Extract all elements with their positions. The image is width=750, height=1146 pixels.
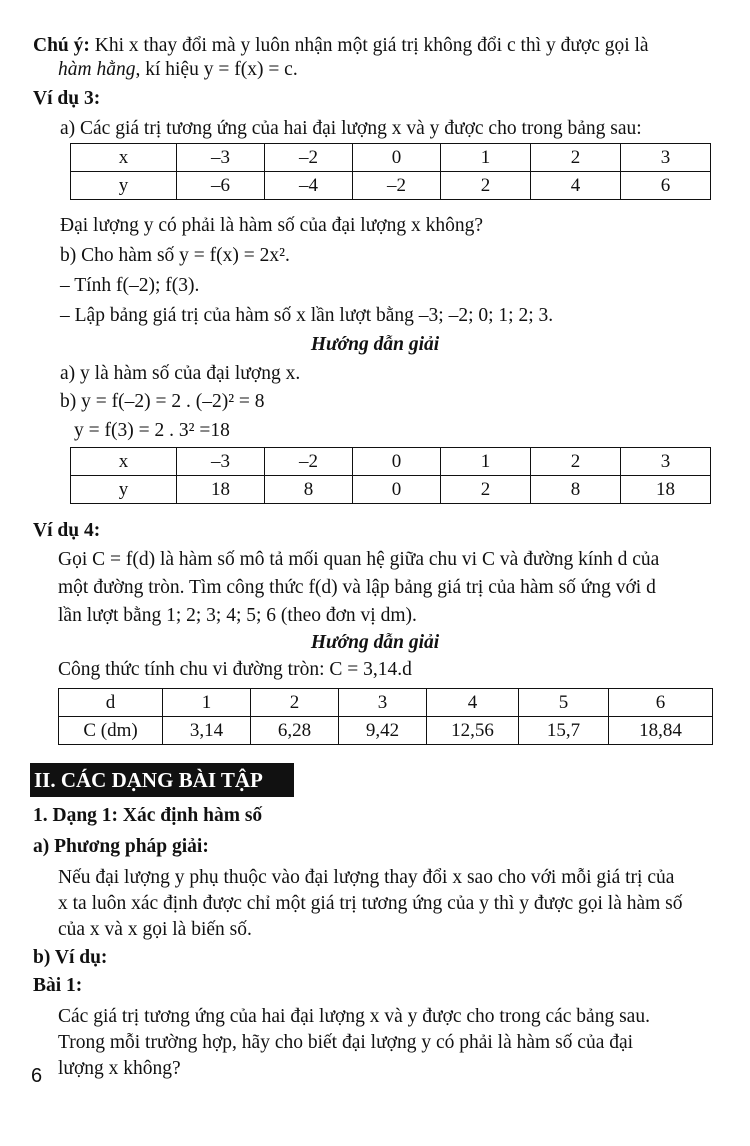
table-cell: 2 xyxy=(531,144,621,172)
example3-table2 xyxy=(70,447,711,504)
note-line-2 xyxy=(58,57,298,82)
table-cell: 2 xyxy=(531,448,621,476)
section-heading: II. CÁC DẠNG BÀI TẬP xyxy=(30,763,294,797)
example3-sol-b1: b) y = f(–2) = 2 . (–2)² = 8 xyxy=(60,391,265,412)
example3-b-formula: b) Cho hàm số y = f(x) = 2x² xyxy=(60,245,285,266)
table-cell: 3,14 xyxy=(163,717,251,745)
table-cell: y xyxy=(71,476,177,504)
section2-e1: Các giá trị tương ứng của hai đại lượng x và y được cho trong các bảng sau. xyxy=(58,1006,650,1027)
example3-question: Đại lượng y có phải là hàm số của đại lượng x không? xyxy=(60,215,484,236)
table-row xyxy=(59,717,713,745)
table-cell: 0 xyxy=(353,476,441,504)
table-cell: 2 xyxy=(441,172,531,200)
section2-e2: Trong mỗi trường hợp, hãy cho biết đại lượng y có phải là hàm số của đại xyxy=(58,1032,634,1053)
note-term: hàm hằng xyxy=(58,59,136,80)
table-cell: 2 xyxy=(251,689,339,717)
page-number: 6 xyxy=(31,1065,43,1087)
table-row xyxy=(71,172,711,200)
example4-p1: Gọi C = f(d) là hàm số mô tả mối quan hệ giữa chu vi C và đường kính d của xyxy=(58,549,660,570)
table-cell: –3 xyxy=(177,144,265,172)
example3-b-intro xyxy=(60,243,290,268)
example4-title: Ví dụ 4: xyxy=(33,520,101,541)
table-cell: 4 xyxy=(427,689,519,717)
table-row xyxy=(71,144,711,172)
table-cell: 18 xyxy=(177,476,265,504)
section2-bai1: Bài 1: xyxy=(33,975,83,996)
table-cell: –6 xyxy=(177,172,265,200)
section2-m3: của x và x gọi là biến số. xyxy=(58,919,252,940)
note-line-1 xyxy=(33,33,649,58)
example4-guide-title: Hướng dẫn giải xyxy=(310,632,440,653)
section2-m1: Nếu đại lượng y phụ thuộc vào đại lượng thay đổi x sao cho với mỗi giá trị của xyxy=(58,867,675,888)
example3-b-tail: . xyxy=(284,245,290,266)
example3-a-intro: a) Các giá trị tương ứng của hai đại lượng x và y được cho trong bảng sau: xyxy=(60,118,642,139)
table-cell: 3 xyxy=(621,448,711,476)
table-cell: –4 xyxy=(265,172,353,200)
table-cell: 12,56 xyxy=(427,717,519,745)
table-cell: x xyxy=(71,144,177,172)
section2-m2: x ta luôn xác định được chỉ một giá trị tương ứng của y thì y được gọi là hàm số xyxy=(58,893,683,914)
section2-type1: 1. Dạng 1: Xác định hàm số xyxy=(33,805,263,826)
section2-e3: lượng x không? xyxy=(58,1058,181,1079)
table-cell: 4 xyxy=(531,172,621,200)
table-cell: 5 xyxy=(519,689,609,717)
table-cell: 2 xyxy=(441,476,531,504)
table-cell: 0 xyxy=(353,144,441,172)
example3-table1 xyxy=(70,143,711,200)
table-cell: –2 xyxy=(353,172,441,200)
table-cell: 6,28 xyxy=(251,717,339,745)
table-cell: 1 xyxy=(441,448,531,476)
table-cell: 8 xyxy=(531,476,621,504)
note-text2: , kí hiệu y = f(x) = c. xyxy=(135,59,298,80)
table-row xyxy=(71,476,711,504)
table-cell: 3 xyxy=(339,689,427,717)
example3-title: Ví dụ 3: xyxy=(33,88,101,109)
table-cell: C (dm) xyxy=(59,717,163,745)
section2-examples: b) Ví dụ: xyxy=(33,947,108,968)
table-cell: 6 xyxy=(621,172,711,200)
section2-method: a) Phương pháp giải: xyxy=(33,836,209,857)
example3-b-task1: – Tính f(–2); f(3). xyxy=(60,275,200,296)
table-cell: 9,42 xyxy=(339,717,427,745)
example3-sol-b2: y = f(3) = 2 . 3² =18 xyxy=(74,420,230,441)
note-text: Khi x thay đổi mà y luôn nhận một giá trị không đổi c thì y được gọi là xyxy=(94,35,649,56)
note-label: Chú ý: xyxy=(33,35,90,56)
table-cell: 18,84 xyxy=(609,717,713,745)
table-cell: y xyxy=(71,172,177,200)
example4-p3: lần lượt bằng 1; 2; 3; 4; 5; 6 (theo đơn vị dm). xyxy=(58,605,417,626)
table-cell: x xyxy=(71,448,177,476)
example3-guide-title: Hướng dẫn giải xyxy=(310,334,440,355)
table-row xyxy=(59,689,713,717)
table-cell: 3 xyxy=(621,144,711,172)
table-cell: –2 xyxy=(265,144,353,172)
table-cell: 15,7 xyxy=(519,717,609,745)
table-cell: 0 xyxy=(353,448,441,476)
example4-formula: Công thức tính chu vi đường tròn: C = 3,14.d xyxy=(58,659,412,680)
table-cell: 8 xyxy=(265,476,353,504)
example3-b-task2: – Lập bảng giá trị của hàm số x lần lượt bằng –3; –2; 0; 1; 2; 3. xyxy=(60,305,554,326)
table-cell: –3 xyxy=(177,448,265,476)
table-row xyxy=(71,448,711,476)
example3-sol-a: a) y là hàm số của đại lượng x. xyxy=(60,363,301,384)
table-cell: 18 xyxy=(621,476,711,504)
table-cell: 6 xyxy=(609,689,713,717)
table-cell: 1 xyxy=(163,689,251,717)
table-cell: –2 xyxy=(265,448,353,476)
table-cell: d xyxy=(59,689,163,717)
example4-p2: một đường tròn. Tìm công thức f(d) và lập bảng giá trị của hàm số ứng với d xyxy=(58,577,656,598)
table-cell: 1 xyxy=(441,144,531,172)
example4-table xyxy=(58,688,713,745)
